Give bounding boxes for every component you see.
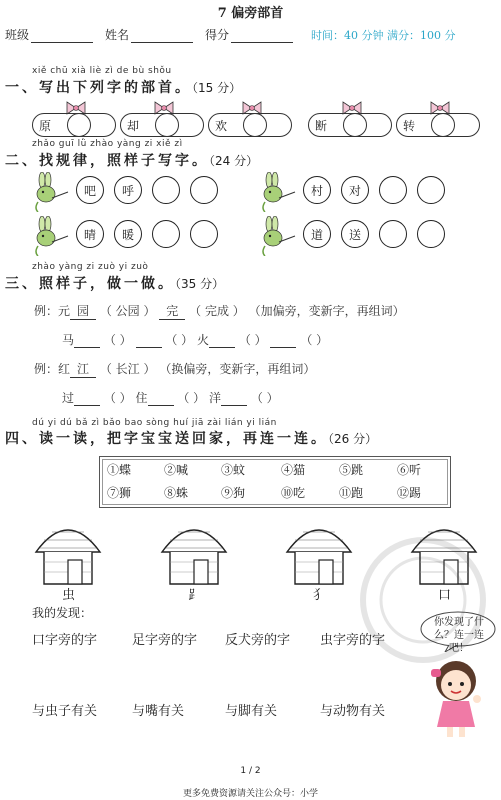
word-item[interactable]: ⑨狗 xyxy=(221,486,246,500)
s3-heading xyxy=(5,273,224,293)
s1-pill-0 xyxy=(32,113,116,137)
q2-blank-1[interactable] xyxy=(74,391,100,406)
bow-icon xyxy=(154,100,174,116)
s2-circle-2-0: 晴 xyxy=(76,220,104,248)
q2-blank-2[interactable] xyxy=(148,391,174,406)
footer-note: 更多免费资源请关注公众号：小学 xyxy=(182,789,318,799)
s1-pill-3 xyxy=(308,113,392,137)
s4-points: （26 分） xyxy=(328,432,378,446)
word-item[interactable]: ③蚊 xyxy=(221,463,246,477)
s1-answer-circle-1[interactable] xyxy=(155,113,179,137)
q1-blank-2[interactable] xyxy=(136,333,162,348)
s1-answer-circle-0[interactable] xyxy=(67,113,91,137)
class-label: 班级 xyxy=(5,28,30,42)
group-label-2[interactable]: 反犬旁的字 xyxy=(225,633,291,648)
page-number: 1 / 2 xyxy=(240,766,261,776)
page-title: 7 偏旁部首 xyxy=(217,6,284,21)
q1-char-2: 火 xyxy=(196,333,209,347)
student-info-header xyxy=(5,26,456,43)
s1-heading xyxy=(5,77,241,97)
q1-paren-1[interactable]: （ ） xyxy=(103,333,132,347)
ex2-answer: 江 xyxy=(70,360,96,378)
s2-circle-0-0: 吧 xyxy=(76,176,104,204)
ex1-word-b: （ 公园 ） xyxy=(99,304,156,318)
word-item[interactable]: ⑪跑 xyxy=(339,486,364,500)
s2-circle-0-3[interactable] xyxy=(190,176,218,204)
word-item[interactable]: ①蝶 xyxy=(107,463,132,477)
discovery-label: 我的发现： xyxy=(32,606,93,620)
s2-circle-3-2[interactable] xyxy=(379,220,407,248)
bow-icon xyxy=(342,100,362,116)
q2-char-1: 过 xyxy=(62,391,75,405)
s2-circle-3-1: 送 xyxy=(341,220,369,248)
house-1[interactable] xyxy=(158,518,230,590)
group-label-3[interactable]: 虫字旁的字 xyxy=(320,633,386,648)
s1-char-3: 断 xyxy=(315,119,328,133)
s2-points: （24 分） xyxy=(209,154,259,168)
s2-circle-3-3[interactable] xyxy=(417,220,445,248)
s2-circle-2-3[interactable] xyxy=(190,220,218,248)
s1-heading-text: 一、写出下列字的部首。 xyxy=(5,80,192,96)
word-item[interactable]: ⑤跳 xyxy=(339,463,364,477)
word-item[interactable]: ④猫 xyxy=(281,463,306,477)
time-info: 时间：40 分钟 满分：100 分 xyxy=(311,29,456,42)
s1-char-2: 欢 xyxy=(215,119,228,133)
q2-paren-1[interactable]: （ ） xyxy=(103,391,132,405)
ex2-note: （换偏旁，变新字，再组词） xyxy=(159,362,316,376)
watermark-seal xyxy=(358,535,488,665)
s4-heading xyxy=(5,428,377,448)
s2-circle-0-1: 呼 xyxy=(114,176,142,204)
q2-paren-2[interactable]: （ ） xyxy=(177,391,206,405)
rabbit-icon xyxy=(32,216,70,256)
q1-paren-2[interactable]: （ ） xyxy=(165,333,194,347)
s2-circle-3-0: 道 xyxy=(303,220,331,248)
rabbit-icon xyxy=(259,172,297,212)
relation-label-1[interactable]: 与嘴有关 xyxy=(132,704,185,719)
name-label: 姓名 xyxy=(105,28,130,42)
s4-heading-text: 四、读一读，把字宝宝送回家，再连一连。 xyxy=(5,431,328,447)
s1-answer-circle-2[interactable] xyxy=(243,113,267,137)
house-2[interactable] xyxy=(283,518,355,590)
s2-circle-2-1: 暖 xyxy=(114,220,142,248)
ex2-prefix: 例：红 xyxy=(34,362,71,376)
girl-illustration xyxy=(421,655,491,740)
q1-paren-4[interactable]: （ ） xyxy=(300,333,329,347)
group-label-0[interactable]: 口字旁的字 xyxy=(32,633,98,648)
s1-pill-4 xyxy=(396,113,480,137)
s3-heading-text: 三、照样子，做一做。 xyxy=(5,276,175,292)
s3-pinyin: zhào yàng zi zuò yi zuò xyxy=(32,262,149,272)
q1-blank-4[interactable] xyxy=(270,333,296,348)
s2-pinyin: zhǎo guī lǜ zhào yàng zi xiě zì xyxy=(32,139,183,149)
s3-example-1 xyxy=(34,302,405,320)
s2-heading-text: 二、找规律，照样子写字。 xyxy=(5,153,209,169)
q2-char-2: 住 xyxy=(135,391,148,405)
ex1-prefix: 例：元 xyxy=(34,304,71,318)
house-label-3: 口 xyxy=(438,588,452,603)
s1-char-1: 却 xyxy=(127,119,140,133)
house-0[interactable] xyxy=(32,518,104,590)
word-item[interactable]: ⑫踢 xyxy=(397,486,422,500)
s3-question-1 xyxy=(62,331,328,348)
s2-circle-1-3[interactable] xyxy=(417,176,445,204)
bubble-text: 你发现了什么？连一连吧！ xyxy=(434,617,484,654)
s2-circle-1-0: 村 xyxy=(303,176,331,204)
s1-answer-circle-3[interactable] xyxy=(343,113,367,137)
word-item[interactable]: ⑧蛛 xyxy=(164,486,189,500)
s1-pinyin: xiě chū xià liè zì de bù shǒu xyxy=(32,66,172,76)
q2-char-3: 洋 xyxy=(209,391,222,405)
ex1-note: （加偏旁，变新字，再组词） xyxy=(248,304,405,318)
word-item[interactable]: ②喊 xyxy=(164,463,189,477)
group-label-1[interactable]: 足字旁的字 xyxy=(132,633,198,648)
score-label: 得分 xyxy=(205,28,230,42)
house-label-0: 虫 xyxy=(62,588,76,603)
word-item[interactable]: ⑦狮 xyxy=(107,486,132,500)
s1-char-0: 原 xyxy=(39,119,52,133)
q2-paren-3[interactable]: （ ） xyxy=(250,391,279,405)
ex1-answer-a: 园 xyxy=(70,302,96,320)
relation-label-2[interactable]: 与脚有关 xyxy=(225,704,278,719)
s1-char-4: 转 xyxy=(403,119,416,133)
s2-circle-0-2[interactable] xyxy=(152,176,180,204)
word-item[interactable]: ⑩吃 xyxy=(281,486,306,500)
name-field[interactable] xyxy=(131,30,193,43)
house-label-2: 犭 xyxy=(313,588,327,603)
s3-example-2 xyxy=(34,360,315,378)
q1-blank-3[interactable] xyxy=(209,333,235,348)
s1-answer-circle-4[interactable] xyxy=(431,113,455,137)
s2-heading xyxy=(5,150,258,170)
rabbit-icon xyxy=(32,172,70,212)
word-item[interactable]: ⑥听 xyxy=(397,463,422,477)
house-label-1: ⻊ xyxy=(188,588,202,603)
q1-char-1: 马 xyxy=(62,333,75,347)
relation-label-3[interactable]: 与动物有关 xyxy=(320,704,386,719)
ex1-answer-c: 完 xyxy=(159,302,185,320)
relation-label-0[interactable]: 与虫子有关 xyxy=(32,704,98,719)
s1-pill-1 xyxy=(120,113,204,137)
s2-circle-1-2[interactable] xyxy=(379,176,407,204)
s4-pinyin: dú yi dú bǎ zì bǎo bao sòng huí jiā zài lián yi lián xyxy=(32,418,277,428)
bow-icon xyxy=(66,100,86,116)
q1-blank-1[interactable] xyxy=(74,333,100,348)
ex1-word-d: （ 完成 ） xyxy=(189,304,245,318)
class-field[interactable] xyxy=(31,30,93,43)
bow-icon xyxy=(242,100,262,116)
q1-paren-3[interactable]: （ ） xyxy=(238,333,267,347)
score-field[interactable] xyxy=(231,30,293,43)
s3-points: （35 分） xyxy=(175,277,225,291)
rabbit-icon xyxy=(259,216,297,256)
bow-icon xyxy=(430,100,450,116)
s1-points: （15 分） xyxy=(192,81,242,95)
q2-blank-3[interactable] xyxy=(221,391,247,406)
s1-pill-2 xyxy=(208,113,292,137)
s2-circle-1-1: 对 xyxy=(341,176,369,204)
ex2-word: （ 长江 ） xyxy=(99,362,156,376)
s2-circle-2-2[interactable] xyxy=(152,220,180,248)
s3-question-2 xyxy=(62,389,279,406)
